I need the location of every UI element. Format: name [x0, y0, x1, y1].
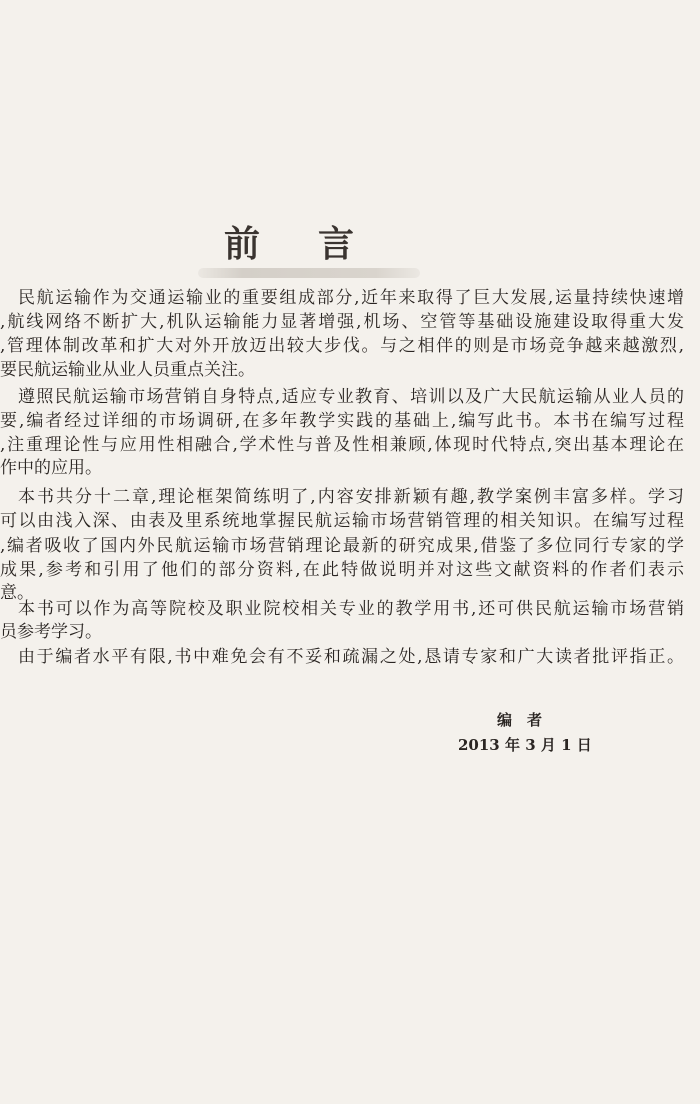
- text-line: ,注重理论性与应用性相融合,学术性与普及性相兼顾,体现时代特点,突出基本理论在: [0, 435, 684, 455]
- text-line: 民航运输作为交通运输业的重要组成部分,近年来取得了巨大发展,运量持续快速增: [18, 288, 684, 308]
- text-line: 要,编者经过详细的市场调研,在多年教学实践的基础上,编写此书。本书在编写过程: [0, 411, 684, 431]
- signature-date: 2013 年 3 月 1 日: [458, 736, 592, 754]
- title-decoration: [198, 268, 420, 278]
- text-line: 本书可以作为高等院校及职业院校相关专业的教学用书,还可供民航运输市场营销: [18, 599, 684, 619]
- text-line: ,航线网络不断扩大,机队运输能力显著增强,机场、空管等基础设施建设取得重大发: [0, 312, 684, 332]
- title-char-2: 言: [318, 223, 355, 265]
- signature-author: 编 者: [497, 711, 543, 729]
- text-line: 要民航运输业从业人员重点关注。: [0, 360, 255, 380]
- text-line: 作中的应用。: [0, 458, 102, 478]
- text-line: ,编者吸收了国内外民航运输市场营销理论最新的研究成果,借鉴了多位同行专家的学: [0, 536, 684, 556]
- text-line: 员参考学习。: [0, 622, 102, 642]
- text-line: 本书共分十二章,理论框架简练明了,内容安排新颖有趣,教学案例丰富多样。学习: [18, 487, 684, 507]
- text-line: 遵照民航运输市场营销自身特点,适应专业教育、培训以及广大民航运输从业人员的: [18, 387, 684, 407]
- text-line: 由于编者水平有限,书中难免会有不妥和疏漏之处,恳请专家和广大读者批评指正。: [18, 647, 684, 667]
- title-char-1: 前: [224, 223, 261, 265]
- text-line: ,管理体制改革和扩大对外开放迈出较大步伐。与之相伴的则是市场竞争越来越激烈,: [0, 336, 684, 356]
- text-line: 意。: [0, 583, 34, 603]
- text-line: 成果,参考和引用了他们的部分资料,在此特做说明并对这些文献资料的作者们表示: [0, 560, 684, 580]
- text-line: 可以由浅入深、由表及里系统地掌握民航运输市场营销管理的相关知识。在编写过程: [0, 511, 684, 531]
